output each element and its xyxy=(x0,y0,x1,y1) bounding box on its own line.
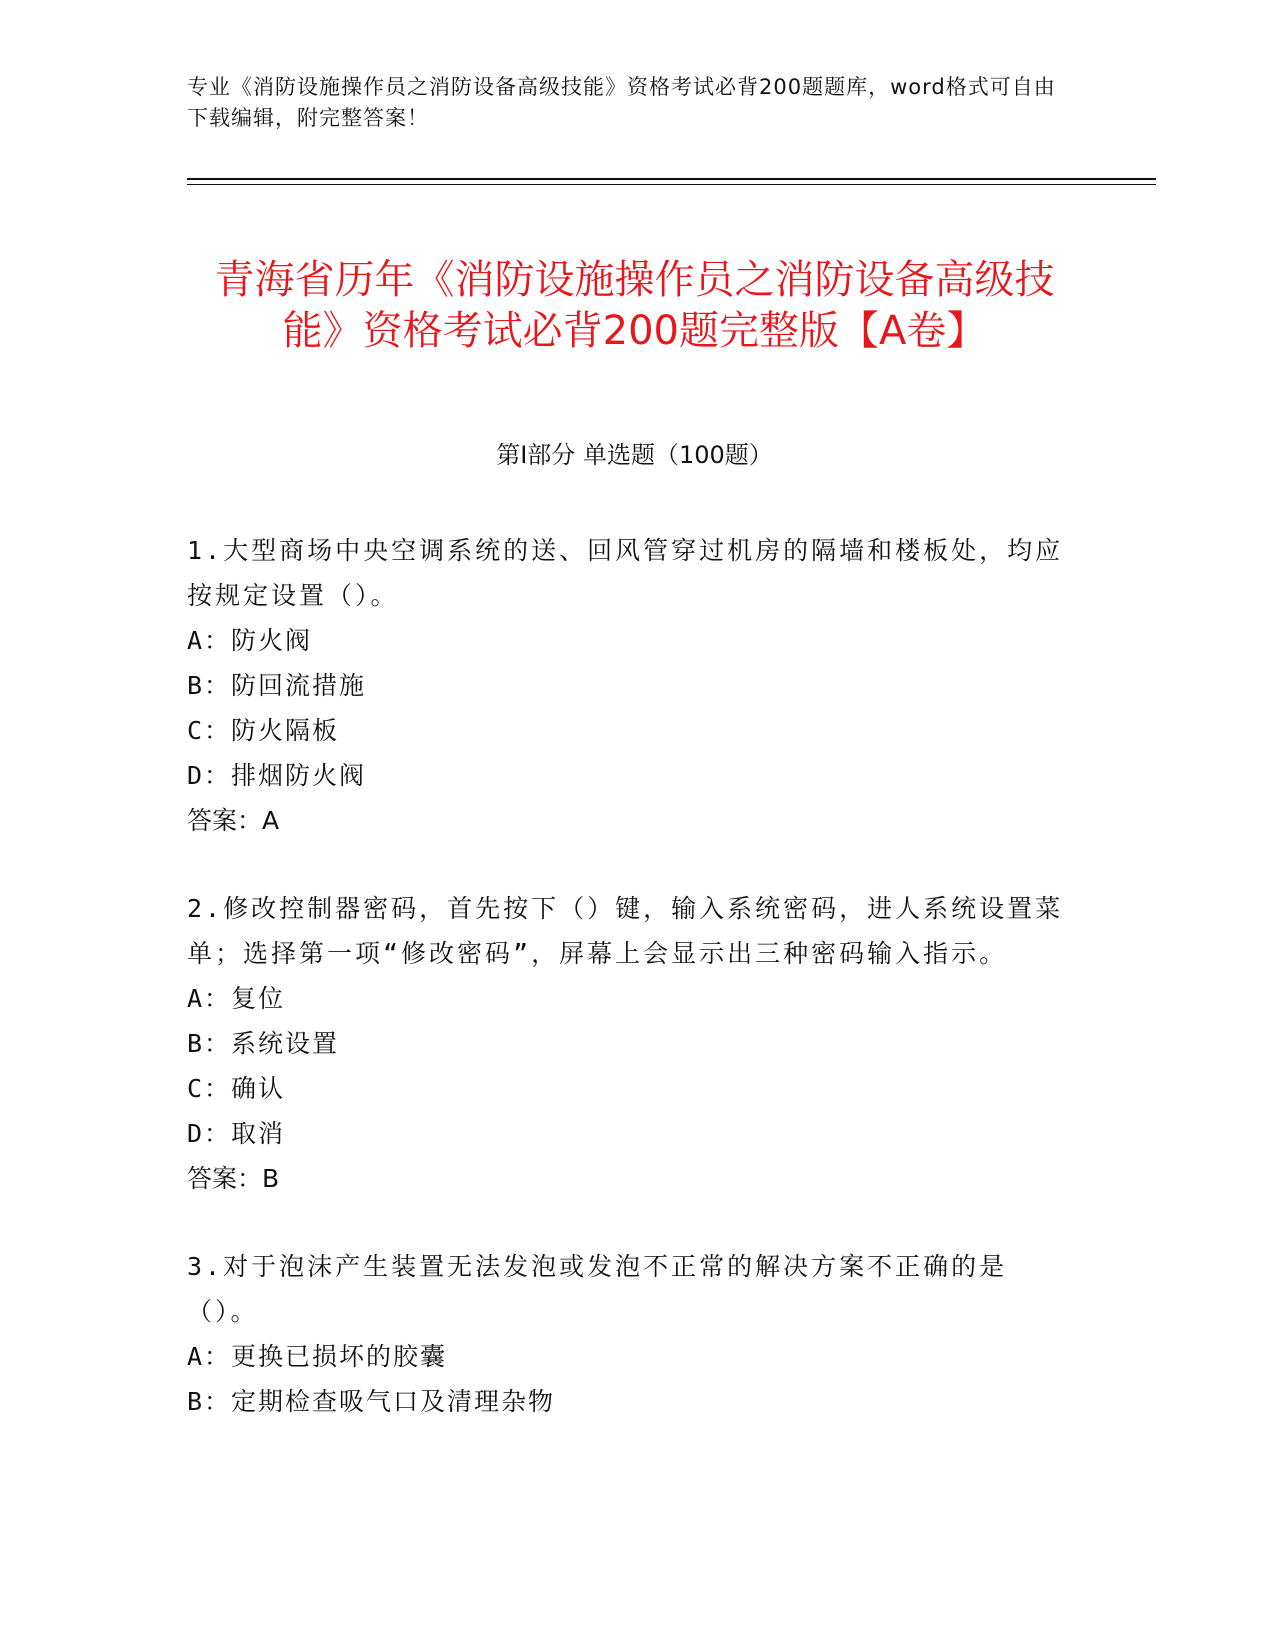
question-2 xyxy=(187,886,1067,1201)
option-d: D：取消 xyxy=(187,1119,286,1148)
header-rule-thick xyxy=(187,178,1156,180)
header-note: 专业《消防设施操作员之消防设备高级技能》资格考试必背200题题库，word格式可自由下载编辑，附完整答案！ xyxy=(187,75,1056,130)
question-3 xyxy=(187,1244,1067,1424)
option-a: A：更换已损坏的胶囊 xyxy=(187,1342,448,1371)
option-a: A：复位 xyxy=(187,984,286,1013)
question-stem: 3.对于泡沫产生装置无法发泡或发泡不正常的解决方案不正确的是（）。 xyxy=(187,1252,1008,1326)
option-b: B：定期检查吸气口及清理杂物 xyxy=(187,1387,556,1416)
option-d: D：排烟防火阀 xyxy=(187,761,367,790)
document-title: 青海省历年《消防设施操作员之消防设备高级技能》资格考试必背200题完整版【A卷】 xyxy=(214,256,1055,354)
section-title: 第Ⅰ部分 单选题（100题） xyxy=(496,441,773,469)
answer-line: 答案：B xyxy=(187,1164,280,1193)
header-rule-thin xyxy=(187,184,1156,185)
option-c: C：防火隔板 xyxy=(187,716,340,745)
option-b: B：系统设置 xyxy=(187,1029,340,1058)
question-stem: 2.修改控制器密码，首先按下（）键，输入系统密码，进人系统设置菜单；选择第一项“修改密码”，屏幕上会显示出三种密码输入指示。 xyxy=(187,894,1064,968)
question-1 xyxy=(187,528,1067,843)
option-b: B：防回流措施 xyxy=(187,671,367,700)
question-stem: 1.大型商场中央空调系统的送、回风管穿过机房的隔墙和楼板处，均应按规定设置（）。 xyxy=(187,536,1064,610)
answer-line: 答案：A xyxy=(187,806,280,835)
option-c: C：确认 xyxy=(187,1074,286,1103)
option-a: A：防火阀 xyxy=(187,626,313,655)
question-list xyxy=(187,528,1067,1467)
